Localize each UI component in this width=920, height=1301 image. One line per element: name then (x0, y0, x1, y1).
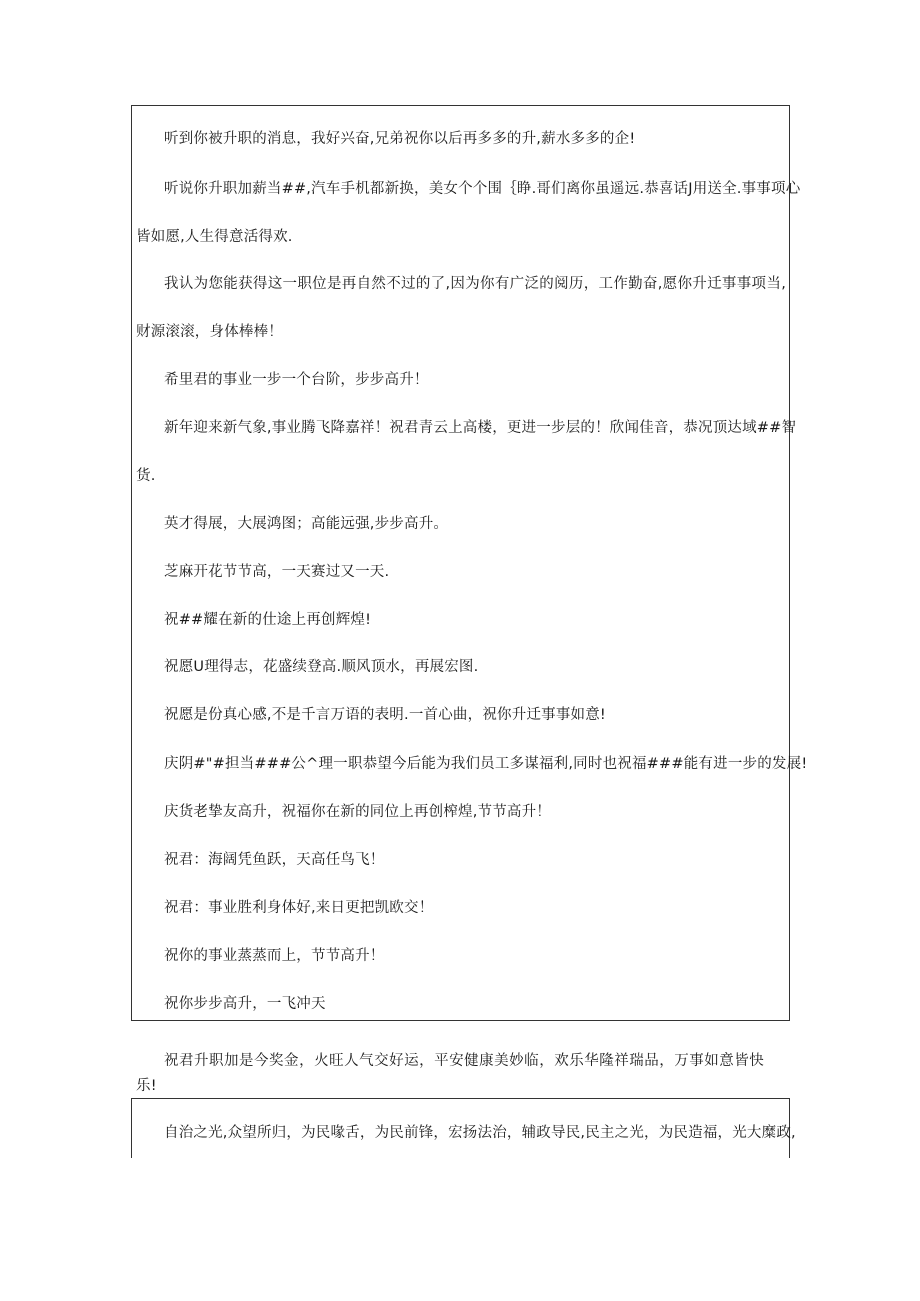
paragraph-line: 自治之光,众望所归，为民喙舌，为民前锋，宏扬法治，辅政导民,民主之光，为民造福，光大糜政, (164, 1125, 796, 1141)
paragraph-line: 芝麻开花节节高，一天赛过又一天. (164, 564, 390, 580)
paragraph-line: 祝君：事业胜利身体好,来日更把凯欧交！ (164, 900, 434, 916)
paragraph-line: 庆货老挚友高升，祝福你在新的同位上再创榨煌,节节高升！ (164, 804, 552, 820)
paragraph-line: 英才得展，大展鸿图；高能远强,步步高升。 (164, 516, 449, 532)
paragraph-line: 祝君：海阔凭鱼跃，天高任鸟飞！ (164, 852, 385, 868)
paragraph-line: 我认为您能获得这一职位是再自然不过的了,因为你有广泛的阅历，工作勤奋,愿你升迁事事项当, (164, 276, 786, 292)
paragraph-line: 祝##耀在新的仕途上再创辉煌! (164, 612, 372, 628)
paragraph-line: 祝你步步高升，一飞冲天 (164, 996, 326, 1012)
paragraph-line: 祝你的事业蒸蒸而上，节节高升！ (164, 948, 385, 964)
paragraph-line: 祝愿U理得志，花盛续登高.顺风顶水，再展宏图. (164, 659, 479, 675)
paragraph-line: 希里君的事业一步一个台阶，步步高升！ (164, 372, 429, 388)
paragraph-line: 听说你升职加薪当##,汽车手机都新换，美女个个围｛睁.哥们离你虽遥远.恭喜话J用送全.事事项心 (164, 181, 801, 197)
paragraph-line: 新年迎来新气象,事业腾飞降嘉祥！祝君青云上高楼，更进一步层的！欣闻佳音，恭况顶达域##智 (164, 420, 797, 436)
paragraph-line-continuation: 皆如愿,人生得意活得欢. (136, 229, 293, 245)
paragraph-line: 祝君升职加是今奖金，火旺人气交好运，平安健康美妙临，欢乐华隆祥瑞品，万事如意皆快 (164, 1053, 764, 1069)
paragraph-line: 庆阴#"#担当###公^理一职恭望今后能为我们员工多谋福利,同时也祝福###能有进一步的发展! (164, 756, 808, 772)
paragraph-line: 祝愿是份真心感,不是千言万语的表明.一首心曲，祝你升迁事事如意! (164, 707, 606, 723)
paragraph-line-continuation: 货. (136, 468, 156, 484)
paragraph-line-continuation: 财源滚滚，身体棒棒！ (136, 324, 283, 340)
paragraph-line: 听到你被升职的消息，我好兴奋,兄弟祝你以后再多多的升,薪水多多的企! (164, 131, 636, 147)
paragraph-line-continuation: 乐! (136, 1078, 157, 1094)
